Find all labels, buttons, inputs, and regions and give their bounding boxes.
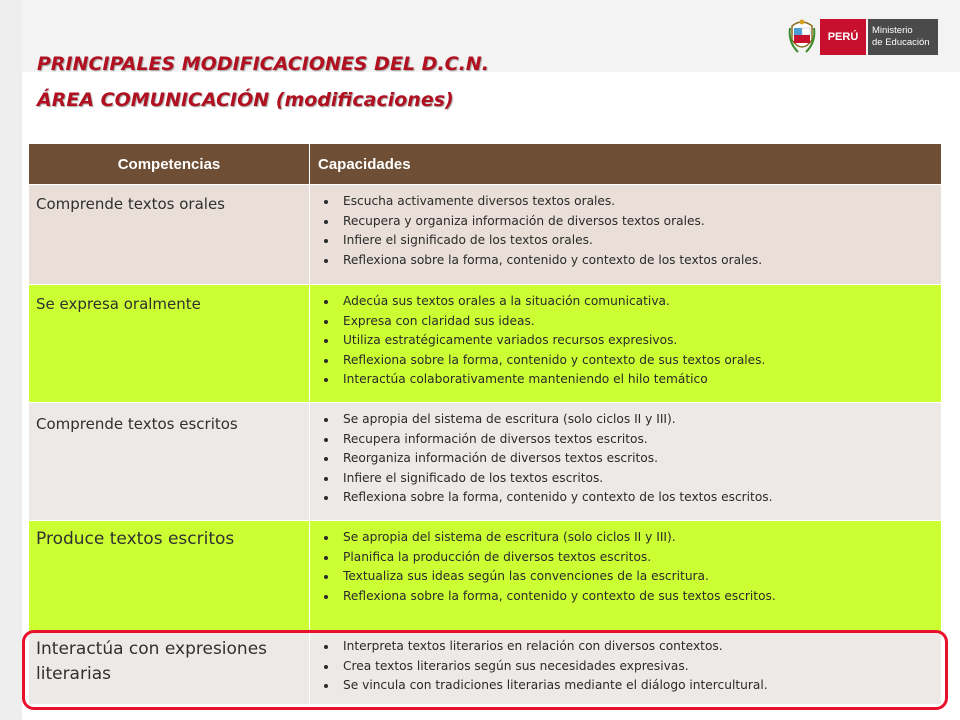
header-competencias: Competencias	[29, 144, 310, 185]
highlight-outline	[22, 630, 948, 710]
list-item: • Se apropia del sistema de escritura (solo ciclos II y III).	[338, 528, 935, 548]
list-item: • Reflexiona sobre la forma, contenido y contexto de sus textos escritos.	[338, 587, 935, 607]
competencia-cell: Se expresa oralmente	[29, 285, 310, 403]
list-item: • Reflexiona sobre la forma, contenido y contexto de los textos orales.	[338, 251, 935, 271]
capacidades-list	[310, 403, 941, 508]
list-item: • Infiere el significado de los textos orales.	[338, 231, 935, 251]
page-title-line-1: PRINCIPALES MODIFICACIONES DEL D.C.N.	[37, 53, 489, 75]
page-title-line-2: ÁREA COMUNICACIÓN (modificaciones)	[37, 89, 454, 111]
list-item: • Planifica la producción de diversos textos escritos.	[338, 548, 935, 568]
capacidades-cell	[310, 285, 942, 403]
list-item: • Escucha activamente diversos textos orales.	[338, 192, 935, 212]
list-item: • Interpreta textos literarios en relación con diversos contextos.	[338, 637, 935, 657]
list-item: • Utiliza estratégicamente variados recursos expresivos.	[338, 331, 935, 351]
capacidades-list	[310, 185, 941, 270]
list-item: • Crea textos literarios según sus necesidades expresivas.	[338, 657, 935, 677]
capacidades-cell	[310, 185, 942, 285]
capacidades-list	[310, 521, 941, 606]
table-row	[29, 521, 942, 633]
competencia-cell: Produce textos escritos	[29, 521, 310, 633]
ministry-line-1: Ministerio	[872, 25, 913, 36]
list-item: • Infiere el significado de los textos escritos.	[338, 469, 935, 489]
competencias-table	[28, 143, 942, 705]
list-item: • Reflexiona sobre la forma, contenido y contexto de sus textos orales.	[338, 351, 935, 371]
table-row	[29, 285, 942, 403]
list-item: • Recupera información de diversos textos escritos.	[338, 430, 935, 450]
country-label: PERÚ	[820, 19, 866, 55]
ministry-label	[868, 19, 938, 55]
table-row	[29, 185, 942, 285]
ministry-line-2: de Educación	[872, 37, 930, 48]
competencia-cell: Interactúa con expresiones literarias	[29, 633, 310, 705]
list-item: • Expresa con claridad sus ideas.	[338, 312, 935, 332]
left-band	[0, 0, 22, 720]
list-item: • Se apropia del sistema de escritura (solo ciclos II y III).	[338, 410, 935, 430]
list-item: • Reflexiona sobre la forma, contenido y contexto de los textos escritos.	[338, 488, 935, 508]
list-item: • Se vincula con tradiciones literarias mediante el diálogo intercultural.	[338, 676, 935, 696]
capacidades-cell	[310, 403, 942, 521]
list-item: • Textualiza sus ideas según las convenciones de la escritura.	[338, 567, 935, 587]
capacidades-list	[310, 285, 941, 390]
list-item: • Interactúa colaborativamente manteniendo el hilo temático	[338, 370, 935, 390]
competencia-cell: Comprende textos orales	[29, 185, 310, 285]
list-item: • Reorganiza información de diversos textos escritos.	[338, 449, 935, 469]
list-item: • Adecúa sus textos orales a la situación comunicativa.	[338, 292, 935, 312]
peru-crest-icon	[788, 18, 816, 56]
header-capacidades: Capacidades	[310, 144, 942, 185]
capacidades-cell	[310, 521, 942, 633]
list-item: • Recupera y organiza información de diversos textos orales.	[338, 212, 935, 232]
ministry-logo	[788, 16, 938, 60]
table-header-row	[29, 144, 942, 185]
competencia-cell: Comprende textos escritos	[29, 403, 310, 521]
table-row	[29, 403, 942, 521]
